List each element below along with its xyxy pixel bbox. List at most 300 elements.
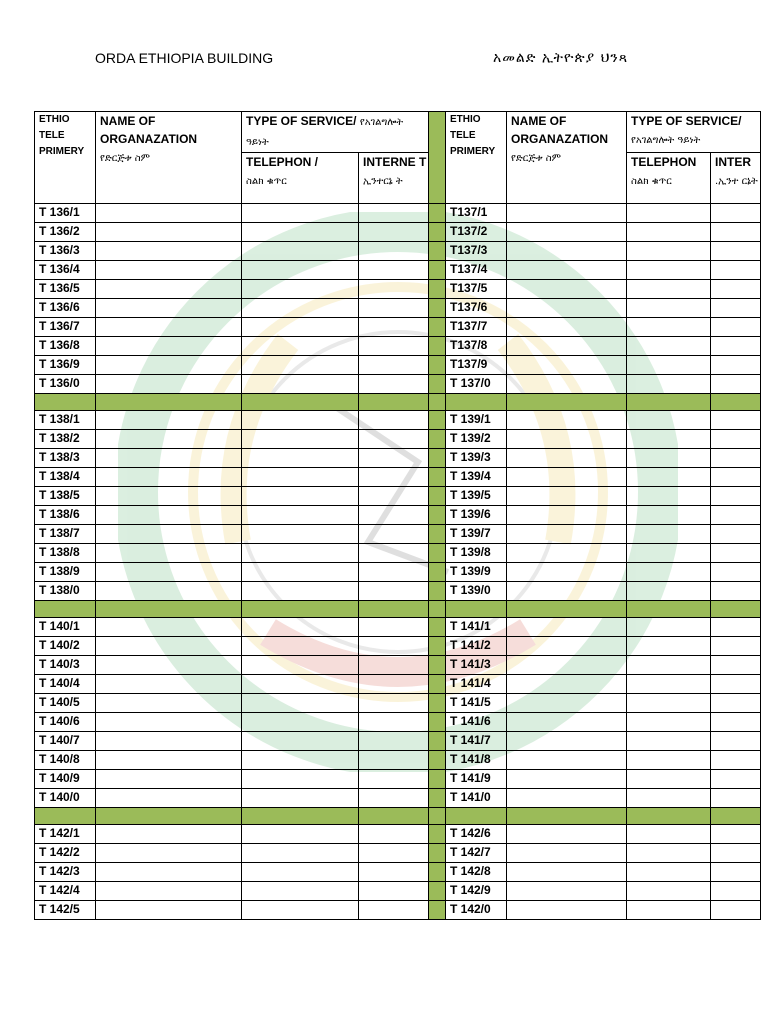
telephone-cell-right[interactable]: [627, 901, 711, 920]
organization-name-cell-left[interactable]: [96, 618, 242, 637]
col-name-header-left: NAME OF ORGANAZATION የድርጅቱ ስም: [96, 112, 242, 204]
internet-cell-left[interactable]: [359, 299, 429, 318]
telephone-cell-left[interactable]: [242, 449, 359, 468]
organization-name-cell-right[interactable]: [507, 713, 627, 732]
organization-name-cell-left[interactable]: [96, 637, 242, 656]
telephone-cell-left[interactable]: [242, 694, 359, 713]
column-gap: [429, 506, 446, 525]
table-row: [35, 713, 761, 732]
organization-name-cell-right[interactable]: [507, 675, 627, 694]
organization-name-cell-right[interactable]: [507, 789, 627, 808]
table-row: [35, 694, 761, 713]
line-code-right: T137/8: [446, 337, 507, 356]
internet-cell-right[interactable]: [711, 863, 761, 882]
organization-name-cell-left[interactable]: [96, 223, 242, 242]
telephone-cell-right[interactable]: [627, 656, 711, 675]
internet-cell-right[interactable]: [711, 411, 761, 430]
separator-cell: [96, 394, 242, 411]
telephone-cell-left[interactable]: [242, 770, 359, 789]
telephone-cell-right[interactable]: [627, 751, 711, 770]
column-gap: [429, 863, 446, 882]
telephone-cell-right[interactable]: [627, 637, 711, 656]
line-code-left: T 138/9: [35, 563, 96, 582]
internet-cell-left[interactable]: [359, 223, 429, 242]
internet-cell-left[interactable]: [359, 675, 429, 694]
organization-name-cell-left[interactable]: [96, 882, 242, 901]
internet-cell-right[interactable]: [711, 844, 761, 863]
table-row: [35, 637, 761, 656]
telephone-cell-right[interactable]: [627, 223, 711, 242]
organization-name-cell-left[interactable]: [96, 544, 242, 563]
separator-cell: [627, 601, 711, 618]
line-code-left: T 140/8: [35, 751, 96, 770]
internet-cell-right[interactable]: [711, 525, 761, 544]
telephone-cell-left[interactable]: [242, 299, 359, 318]
organization-name-cell-left[interactable]: [96, 318, 242, 337]
telephone-cell-left[interactable]: [242, 261, 359, 280]
line-code-left: T 140/1: [35, 618, 96, 637]
separator-cell: [429, 601, 446, 618]
separator-cell: [96, 601, 242, 618]
organization-name-cell-right[interactable]: [507, 337, 627, 356]
telephone-cell-right[interactable]: [627, 675, 711, 694]
telephone-cell-right[interactable]: [627, 694, 711, 713]
telephone-cell-left[interactable]: [242, 732, 359, 751]
column-gap: [429, 318, 446, 337]
line-code-right: T137/6: [446, 299, 507, 318]
organization-name-cell-right[interactable]: [507, 411, 627, 430]
organization-name-cell-right[interactable]: [507, 261, 627, 280]
telephone-cell-right[interactable]: [627, 732, 711, 751]
column-gap: [429, 280, 446, 299]
telephone-cell-right[interactable]: [627, 844, 711, 863]
organization-name-cell-left[interactable]: [96, 411, 242, 430]
line-code-right: T137/4: [446, 261, 507, 280]
internet-cell-left[interactable]: [359, 770, 429, 789]
internet-cell-right[interactable]: [711, 449, 761, 468]
separator-cell: [429, 808, 446, 825]
line-code-left: T 142/4: [35, 882, 96, 901]
organization-name-cell-right[interactable]: [507, 468, 627, 487]
table-row: [35, 882, 761, 901]
separator-cell: [507, 808, 627, 825]
telephone-cell-left[interactable]: [242, 675, 359, 694]
telephone-cell-left[interactable]: [242, 863, 359, 882]
telephone-cell-right[interactable]: [627, 789, 711, 808]
telephone-cell-right[interactable]: [627, 582, 711, 601]
organization-name-cell-left[interactable]: [96, 299, 242, 318]
col-name-header-right: NAME OF ORGANAZATION የድርጅቱ ስም: [507, 112, 627, 204]
column-gap: [429, 525, 446, 544]
telephone-cell-right[interactable]: [627, 825, 711, 844]
organization-name-cell-right[interactable]: [507, 242, 627, 261]
internet-cell-right[interactable]: [711, 732, 761, 751]
organization-name-cell-left[interactable]: [96, 449, 242, 468]
line-code-right: T 142/7: [446, 844, 507, 863]
line-code-right: T 141/0: [446, 789, 507, 808]
internet-cell-left[interactable]: [359, 204, 429, 223]
telephone-cell-right[interactable]: [627, 204, 711, 223]
organization-name-cell-right[interactable]: [507, 825, 627, 844]
internet-cell-left[interactable]: [359, 375, 429, 394]
internet-cell-left[interactable]: [359, 430, 429, 449]
internet-cell-left[interactable]: [359, 242, 429, 261]
organization-name-cell-right[interactable]: [507, 732, 627, 751]
organization-name-cell-left[interactable]: [96, 430, 242, 449]
table-row: [35, 863, 761, 882]
organization-name-cell-left[interactable]: [96, 901, 242, 920]
column-gap: [429, 356, 446, 375]
organization-name-cell-right[interactable]: [507, 656, 627, 675]
column-gap: [429, 656, 446, 675]
telephone-cell-right[interactable]: [627, 375, 711, 394]
organization-name-cell-right[interactable]: [507, 582, 627, 601]
line-code-right: T 142/6: [446, 825, 507, 844]
organization-name-cell-right[interactable]: [507, 356, 627, 375]
line-code-left: T 140/3: [35, 656, 96, 675]
telephone-cell-right[interactable]: [627, 318, 711, 337]
organization-name-cell-right[interactable]: [507, 204, 627, 223]
table-row: [35, 751, 761, 770]
line-code-right: T 141/2: [446, 637, 507, 656]
internet-cell-right[interactable]: [711, 242, 761, 261]
telephone-cell-left[interactable]: [242, 582, 359, 601]
organization-name-cell-left[interactable]: [96, 525, 242, 544]
telephone-cell-right[interactable]: [627, 506, 711, 525]
organization-name-cell-left[interactable]: [96, 732, 242, 751]
organization-name-cell-left[interactable]: [96, 563, 242, 582]
internet-cell-right[interactable]: [711, 882, 761, 901]
telephone-cell-left[interactable]: [242, 318, 359, 337]
internet-cell-left[interactable]: [359, 789, 429, 808]
separator-cell: [359, 601, 429, 618]
internet-cell-left[interactable]: [359, 563, 429, 582]
internet-cell-left[interactable]: [359, 582, 429, 601]
telephone-cell-right[interactable]: [627, 525, 711, 544]
column-gap: [429, 582, 446, 601]
table-row: [35, 411, 761, 430]
organization-name-cell-right[interactable]: [507, 844, 627, 863]
separator-cell: [507, 601, 627, 618]
table-row: [35, 430, 761, 449]
organization-name-cell-right[interactable]: [507, 430, 627, 449]
column-gap: [429, 789, 446, 808]
organization-name-cell-left[interactable]: [96, 713, 242, 732]
telephone-cell-right[interactable]: [627, 544, 711, 563]
internet-cell-right[interactable]: [711, 751, 761, 770]
line-code-left: T 140/6: [35, 713, 96, 732]
separator-cell: [96, 808, 242, 825]
organization-name-cell-left[interactable]: [96, 261, 242, 280]
internet-cell-right[interactable]: [711, 637, 761, 656]
telephone-cell-left[interactable]: [242, 468, 359, 487]
internet-cell-right[interactable]: [711, 506, 761, 525]
organization-name-cell-right[interactable]: [507, 863, 627, 882]
organization-name-cell-left[interactable]: [96, 844, 242, 863]
table-row: [35, 375, 761, 394]
organization-name-cell-right[interactable]: [507, 487, 627, 506]
organization-name-cell-right[interactable]: [507, 375, 627, 394]
organization-name-cell-left[interactable]: [96, 863, 242, 882]
col-telephone-header-right: TELEPHON ስልክ ቁጥር: [627, 153, 711, 204]
internet-cell-right[interactable]: [711, 770, 761, 789]
organization-name-cell-right[interactable]: [507, 525, 627, 544]
telephone-cell-left[interactable]: [242, 637, 359, 656]
internet-cell-left[interactable]: [359, 637, 429, 656]
organization-name-cell-right[interactable]: [507, 882, 627, 901]
telephone-cell-left[interactable]: [242, 656, 359, 675]
column-gap: [429, 563, 446, 582]
internet-cell-right[interactable]: [711, 337, 761, 356]
column-gap: [429, 242, 446, 261]
telephone-cell-left[interactable]: [242, 544, 359, 563]
internet-cell-right[interactable]: [711, 487, 761, 506]
telephone-cell-left[interactable]: [242, 751, 359, 770]
separator-cell: [446, 601, 507, 618]
table-row: [35, 732, 761, 751]
separator-cell: [711, 394, 761, 411]
table-row: [35, 449, 761, 468]
separator-cell: [446, 808, 507, 825]
line-code-left: T 140/4: [35, 675, 96, 694]
line-code-left: T 140/5: [35, 694, 96, 713]
telephone-cell-left[interactable]: [242, 825, 359, 844]
internet-cell-left[interactable]: [359, 318, 429, 337]
line-code-left: T 138/4: [35, 468, 96, 487]
internet-cell-right[interactable]: [711, 261, 761, 280]
internet-cell-left[interactable]: [359, 732, 429, 751]
internet-cell-left[interactable]: [359, 356, 429, 375]
telephone-cell-left[interactable]: [242, 204, 359, 223]
telephone-cell-left[interactable]: [242, 789, 359, 808]
block-separator: [35, 394, 761, 411]
telephone-cell-right[interactable]: [627, 430, 711, 449]
table-row: [35, 468, 761, 487]
organization-name-cell-left[interactable]: [96, 204, 242, 223]
internet-cell-left[interactable]: [359, 656, 429, 675]
internet-cell-right[interactable]: [711, 825, 761, 844]
column-gap: [429, 411, 446, 430]
column-gap: [429, 825, 446, 844]
telephone-cell-right[interactable]: [627, 882, 711, 901]
organization-name-cell-right[interactable]: [507, 449, 627, 468]
separator-cell: [446, 394, 507, 411]
telephone-cell-left[interactable]: [242, 563, 359, 582]
line-code-left: T 136/3: [35, 242, 96, 261]
document-title: ORDA ETHIOPIA BUILDING: [95, 50, 274, 66]
telephone-cell-right[interactable]: [627, 280, 711, 299]
organization-name-cell-right[interactable]: [507, 299, 627, 318]
organization-name-cell-right[interactable]: [507, 563, 627, 582]
internet-cell-left[interactable]: [359, 825, 429, 844]
telephone-cell-right[interactable]: [627, 713, 711, 732]
column-gap: [429, 618, 446, 637]
telephone-cell-right[interactable]: [627, 242, 711, 261]
internet-cell-right[interactable]: [711, 563, 761, 582]
telephone-cell-right[interactable]: [627, 299, 711, 318]
telephone-cell-left[interactable]: [242, 487, 359, 506]
internet-cell-left[interactable]: [359, 468, 429, 487]
telephone-cell-right[interactable]: [627, 261, 711, 280]
telephone-cell-left[interactable]: [242, 713, 359, 732]
internet-cell-right[interactable]: [711, 318, 761, 337]
internet-cell-left[interactable]: [359, 337, 429, 356]
organization-name-cell-left[interactable]: [96, 675, 242, 694]
internet-cell-left[interactable]: [359, 449, 429, 468]
telephone-cell-left[interactable]: [242, 844, 359, 863]
column-gap: [429, 204, 446, 223]
internet-cell-right[interactable]: [711, 375, 761, 394]
telephone-cell-left[interactable]: [242, 618, 359, 637]
internet-cell-right[interactable]: [711, 204, 761, 223]
internet-cell-right[interactable]: [711, 901, 761, 920]
internet-cell-right[interactable]: [711, 468, 761, 487]
line-code-left: T 136/4: [35, 261, 96, 280]
organization-name-cell-left[interactable]: [96, 656, 242, 675]
telephone-cell-left[interactable]: [242, 223, 359, 242]
internet-cell-right[interactable]: [711, 789, 761, 808]
organization-name-cell-right[interactable]: [507, 618, 627, 637]
organization-name-cell-left[interactable]: [96, 375, 242, 394]
telephone-cell-right[interactable]: [627, 411, 711, 430]
internet-cell-left[interactable]: [359, 863, 429, 882]
line-code-right: T 141/6: [446, 713, 507, 732]
internet-cell-left[interactable]: [359, 487, 429, 506]
organization-name-cell-left[interactable]: [96, 506, 242, 525]
line-code-left: T 142/3: [35, 863, 96, 882]
internet-cell-right[interactable]: [711, 618, 761, 637]
organization-name-cell-left[interactable]: [96, 751, 242, 770]
telephone-cell-left[interactable]: [242, 242, 359, 261]
line-code-right: T 141/7: [446, 732, 507, 751]
organization-name-cell-left[interactable]: [96, 280, 242, 299]
telephone-cell-left[interactable]: [242, 356, 359, 375]
organization-name-cell-left[interactable]: [96, 825, 242, 844]
telephone-cell-right[interactable]: [627, 563, 711, 582]
table-row: [35, 280, 761, 299]
internet-cell-left[interactable]: [359, 882, 429, 901]
internet-cell-left[interactable]: [359, 844, 429, 863]
internet-cell-right[interactable]: [711, 656, 761, 675]
organization-name-cell-right[interactable]: [507, 506, 627, 525]
internet-cell-right[interactable]: [711, 694, 761, 713]
internet-cell-left[interactable]: [359, 525, 429, 544]
internet-cell-right[interactable]: [711, 675, 761, 694]
telephone-cell-right[interactable]: [627, 487, 711, 506]
telephone-cell-right[interactable]: [627, 863, 711, 882]
telephone-cell-right[interactable]: [627, 356, 711, 375]
internet-cell-right[interactable]: [711, 223, 761, 242]
internet-cell-left[interactable]: [359, 280, 429, 299]
telephone-cell-left[interactable]: [242, 375, 359, 394]
separator-cell: [627, 808, 711, 825]
telephone-cell-left[interactable]: [242, 525, 359, 544]
line-code-left: T 136/5: [35, 280, 96, 299]
telephone-cell-left[interactable]: [242, 430, 359, 449]
organization-name-cell-left[interactable]: [96, 789, 242, 808]
organization-name-cell-left[interactable]: [96, 337, 242, 356]
telephone-cell-left[interactable]: [242, 280, 359, 299]
organization-name-cell-left[interactable]: [96, 242, 242, 261]
telephone-cell-right[interactable]: [627, 468, 711, 487]
line-code-right: T 137/0: [446, 375, 507, 394]
column-gap: [429, 337, 446, 356]
internet-cell-left[interactable]: [359, 751, 429, 770]
internet-cell-right[interactable]: [711, 713, 761, 732]
telephone-cell-right[interactable]: [627, 770, 711, 789]
separator-cell: [359, 394, 429, 411]
internet-cell-right[interactable]: [711, 299, 761, 318]
internet-cell-left[interactable]: [359, 694, 429, 713]
block-separator: [35, 808, 761, 825]
internet-cell-right[interactable]: [711, 356, 761, 375]
table-row: [35, 582, 761, 601]
internet-cell-left[interactable]: [359, 713, 429, 732]
separator-cell: [429, 394, 446, 411]
column-gap: [429, 713, 446, 732]
telephone-cell-left[interactable]: [242, 337, 359, 356]
internet-cell-left[interactable]: [359, 544, 429, 563]
organization-name-cell-right[interactable]: [507, 223, 627, 242]
telephone-cell-right[interactable]: [627, 337, 711, 356]
organization-name-cell-right[interactable]: [507, 694, 627, 713]
telephone-cell-right[interactable]: [627, 449, 711, 468]
internet-cell-left[interactable]: [359, 901, 429, 920]
internet-cell-right[interactable]: [711, 430, 761, 449]
organization-name-cell-left[interactable]: [96, 356, 242, 375]
organization-name-cell-left[interactable]: [96, 694, 242, 713]
table-row: [35, 618, 761, 637]
organization-name-cell-left[interactable]: [96, 770, 242, 789]
table-row: [35, 487, 761, 506]
internet-cell-right[interactable]: [711, 280, 761, 299]
organization-name-cell-right[interactable]: [507, 544, 627, 563]
line-code-right: T137/9: [446, 356, 507, 375]
organization-name-cell-right[interactable]: [507, 280, 627, 299]
column-gap: [429, 544, 446, 563]
line-code-right: T 139/1: [446, 411, 507, 430]
organization-name-cell-left[interactable]: [96, 468, 242, 487]
telephone-cell-left[interactable]: [242, 901, 359, 920]
organization-name-cell-right[interactable]: [507, 751, 627, 770]
organization-name-cell-right[interactable]: [507, 318, 627, 337]
organization-name-cell-left[interactable]: [96, 582, 242, 601]
organization-name-cell-right[interactable]: [507, 901, 627, 920]
internet-cell-right[interactable]: [711, 544, 761, 563]
telephone-cell-right[interactable]: [627, 618, 711, 637]
column-gap: [429, 487, 446, 506]
organization-name-cell-right[interactable]: [507, 770, 627, 789]
separator-cell: [242, 601, 359, 618]
table-row: [35, 204, 761, 223]
internet-cell-left[interactable]: [359, 411, 429, 430]
table-row: [35, 337, 761, 356]
table-row: [35, 770, 761, 789]
organization-name-cell-left[interactable]: [96, 487, 242, 506]
internet-cell-right[interactable]: [711, 582, 761, 601]
organization-name-cell-right[interactable]: [507, 637, 627, 656]
telephone-cell-left[interactable]: [242, 411, 359, 430]
internet-cell-left[interactable]: [359, 261, 429, 280]
telephone-cell-left[interactable]: [242, 882, 359, 901]
column-gap: [429, 637, 446, 656]
table-row: [35, 544, 761, 563]
internet-cell-left[interactable]: [359, 506, 429, 525]
telephone-cell-left[interactable]: [242, 506, 359, 525]
separator-cell: [711, 601, 761, 618]
table-row: [35, 844, 761, 863]
internet-cell-left[interactable]: [359, 618, 429, 637]
